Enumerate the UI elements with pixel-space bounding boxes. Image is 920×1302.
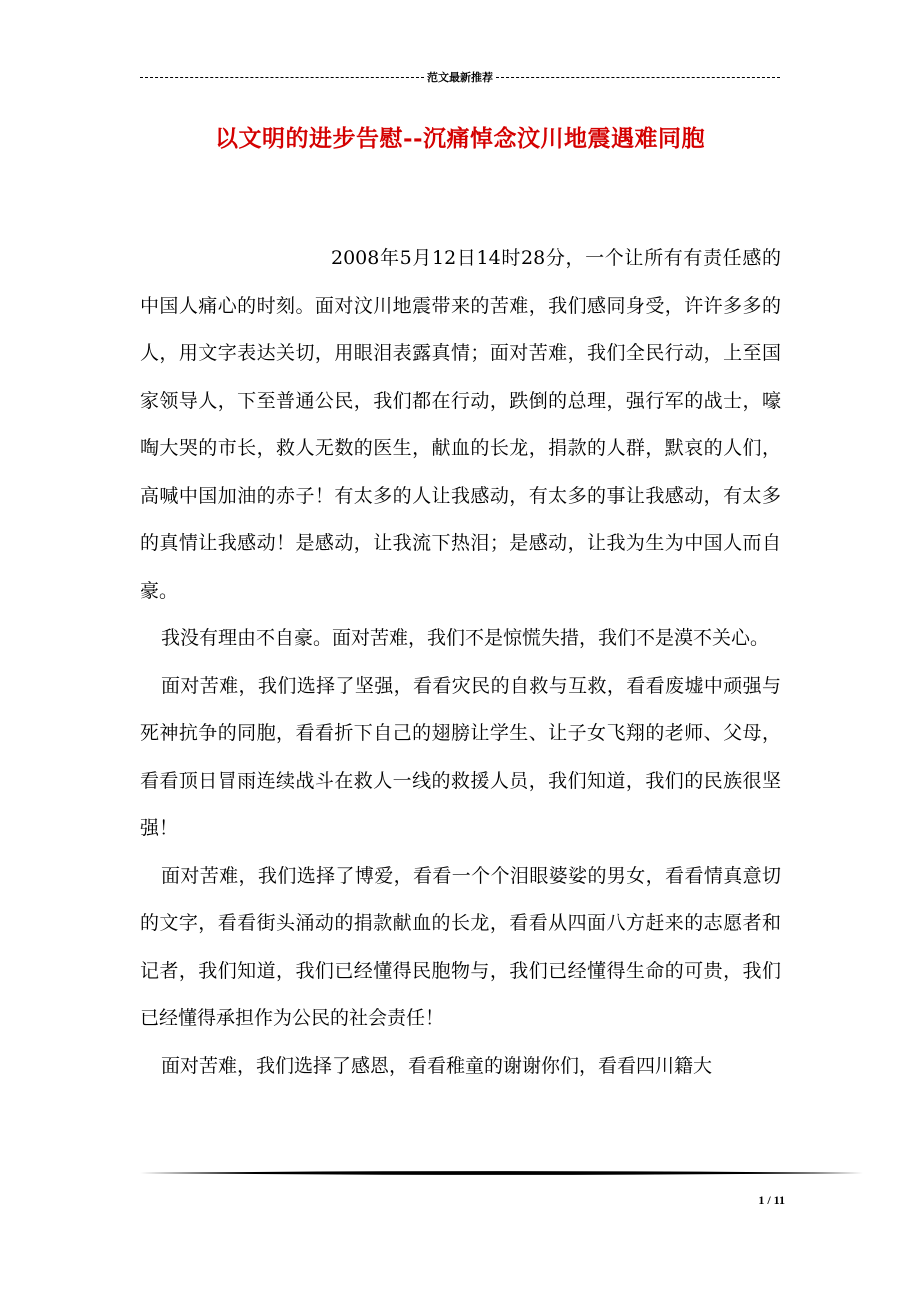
- document-body: [140, 235, 781, 1090]
- paragraph: 面对苦难，我们选择了博爱，看看一个个泪眼婆娑的男女，看看情真意切的文字，看看街头涌动的捐款献血的长龙，看看从四面八方赶来的志愿者和记者，我们知道，我们已经懂得民胞物与，我们已经懂得生命的可贵，我们已经懂得承担作为公民的社会责任！: [140, 864, 781, 1029]
- document-title: 以文明的进步告慰--沉痛悼念汶川地震遇难同胞: [214, 125, 706, 152]
- header-label: 范文最新推荐: [427, 72, 493, 84]
- paragraph: 我没有理由不自豪。面对苦难，我们不是惊慌失措，我们不是漠不关心。: [161, 627, 770, 649]
- page-header: [140, 68, 780, 86]
- header-dash-left: [140, 77, 424, 78]
- header-dash-right: [496, 77, 780, 78]
- paragraph: 面对苦难，我们选择了坚强，看看灾民的自救与互救，看看废墟中顽强与死神抗争的同胞，看看折下自己的翅膀让学生、让子女飞翔的老师、父母，看看顶日冒雨连续战斗在救人一线的救援人员，我们知道，我们的民族很坚强！: [140, 674, 781, 839]
- page-number: 1 / 11: [758, 1193, 785, 1207]
- paragraph: 2008年5月12日14时28分，一个让所有有责任感的中国人痛心的时刻。面对汶川地震带来的苦难，我们感同身受，许许多多的人，用文字表达关切，用眼泪表露真情；面对苦难，我们全民行动，上至国家领导人，下至普通公民，我们都在行动，跌倒的总理，强行军的战士，嚎啕大哭的市长，救人无数的医生，献血的长龙，捐款的人群，默哀的人们，高喊中国加油的赤子！有太多的人让我感动，有太多的事让我感动，有太多的真情让我感动！是感动，让我流下热泪；是感动，让我为生为中国人而自豪。: [140, 247, 781, 602]
- footer-divider: [140, 1166, 863, 1180]
- paragraph: 面对苦难，我们选择了感恩，看看稚童的谢谢你们，看看四川籍大: [161, 1054, 713, 1077]
